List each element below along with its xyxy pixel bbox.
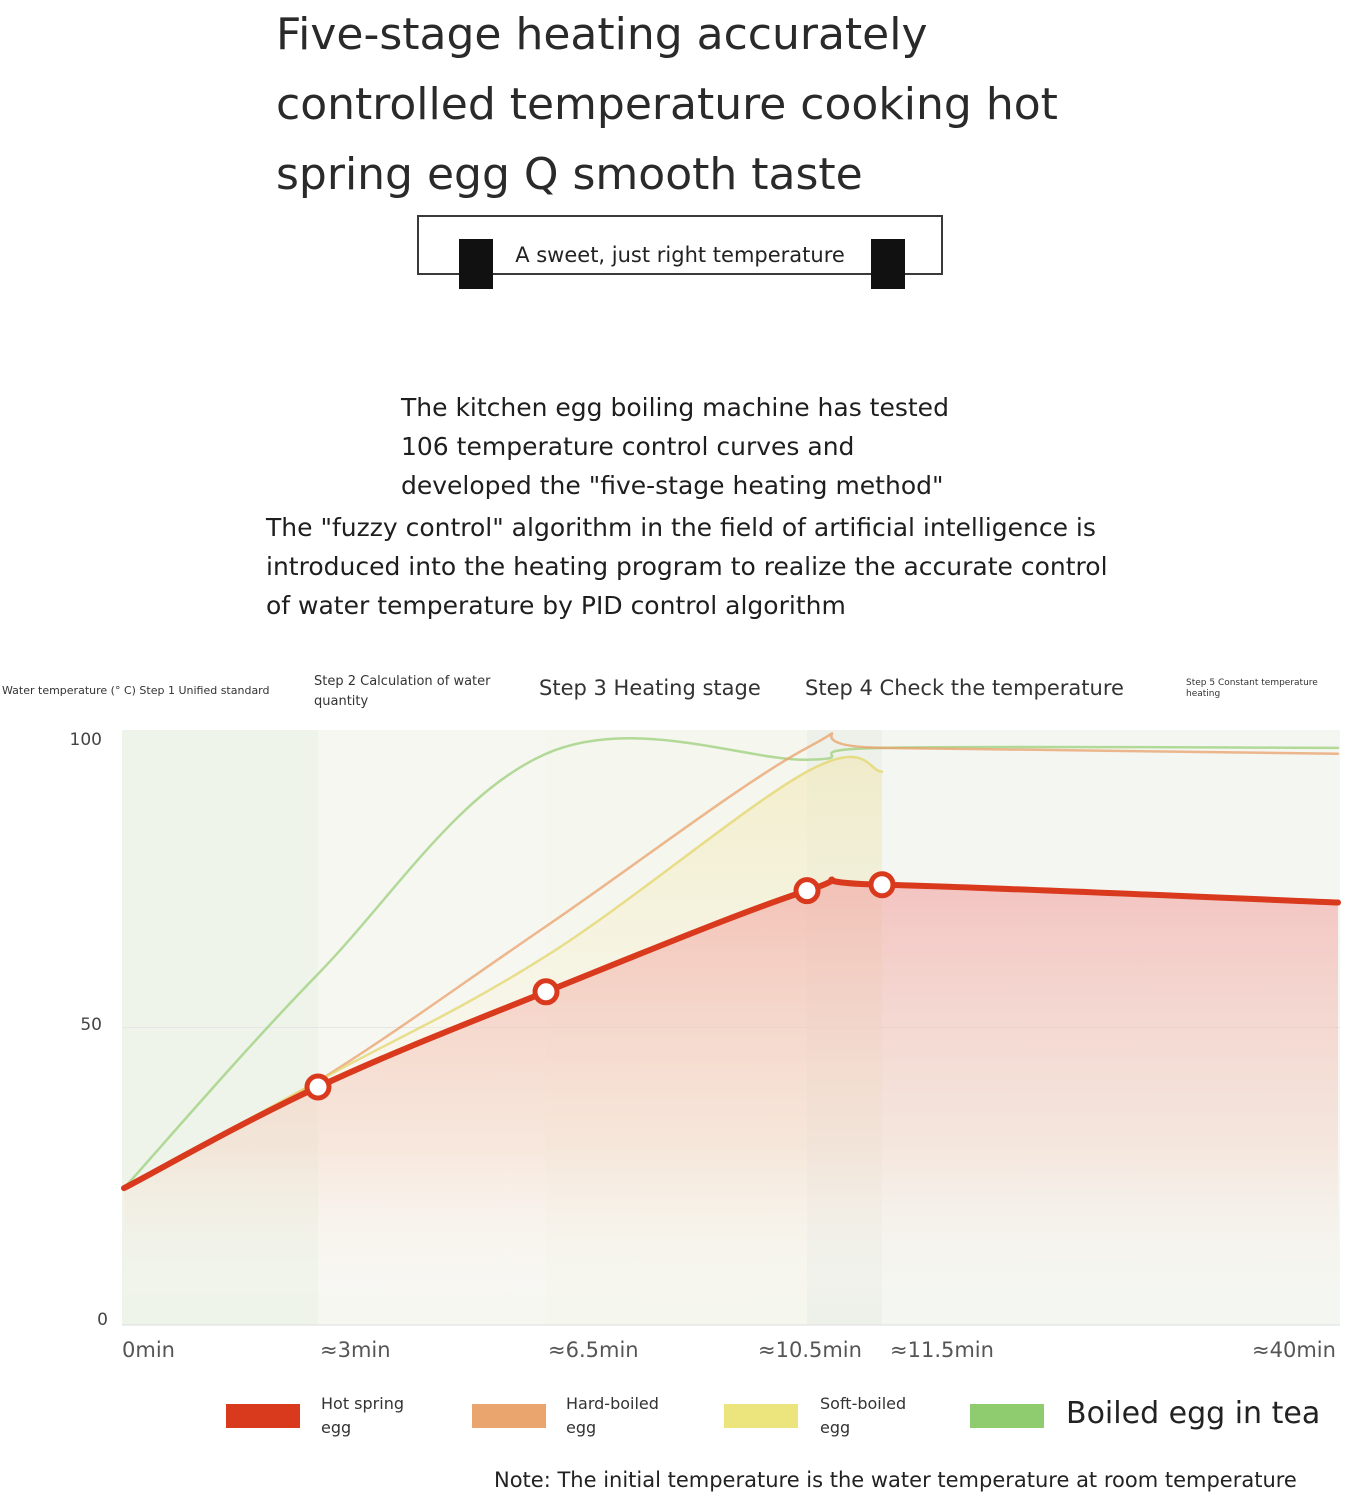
- legend-hard-boiled: [472, 1392, 672, 1438]
- title-line-2: controlled temperature cooking hot: [276, 79, 1058, 130]
- legend-tea-egg: [970, 1392, 1330, 1438]
- legend-label: Hard-boiled: [566, 1394, 659, 1413]
- step-3-label: Step 3 Heating stage: [539, 676, 761, 700]
- legend-swatch: [472, 1404, 546, 1428]
- data-point-marker: [307, 1076, 329, 1098]
- x-tick-3min: ≈3min: [320, 1338, 391, 1362]
- step-4-label: Step 4 Check the temperature: [805, 676, 1124, 700]
- step-1-label: Water temperature (° C) Step 1 Unified standard: [2, 684, 270, 697]
- data-point-marker: [535, 981, 557, 1003]
- legend-label: Hot spring: [321, 1394, 404, 1413]
- intro-line: developed the "five-stage heating method": [401, 471, 944, 500]
- legend-label: egg: [321, 1418, 352, 1437]
- x-tick-11-5min: ≈11.5min: [890, 1338, 994, 1362]
- intro-line: The kitchen egg boiling machine has tested: [401, 393, 949, 422]
- intro-line: The "fuzzy control" algorithm in the field of artificial intelligence is: [266, 513, 1096, 542]
- legend-label: egg: [566, 1418, 597, 1437]
- data-point-marker: [871, 874, 893, 896]
- x-tick-6-5min: ≈6.5min: [548, 1338, 639, 1362]
- legend-label: Boiled egg in tea: [1066, 1396, 1321, 1431]
- footnote: Note: The initial temperature is the water temperature at room temperature: [494, 1468, 1297, 1492]
- legend-label: egg: [820, 1418, 851, 1437]
- legend-hot-spring: [226, 1392, 426, 1438]
- step-5-label: Step 5 Constant temperature heating: [1186, 678, 1318, 699]
- legend-soft-boiled: [724, 1392, 924, 1438]
- subtitle: A sweet, just right temperature: [515, 243, 845, 267]
- intro-line: of water temperature by PID control algorithm: [266, 591, 846, 620]
- y-tick-50: 50: [80, 1015, 102, 1035]
- legend-swatch: [970, 1404, 1044, 1428]
- intro-line: introduced into the heating program to realize the accurate control: [266, 552, 1108, 581]
- step-2-label: Step 2 Calculation of water quantity: [314, 674, 491, 709]
- title-line-1: Five-stage heating accurately: [276, 9, 928, 60]
- x-tick-40min: ≈40min: [1252, 1338, 1336, 1362]
- x-tick-10-5min: ≈10.5min: [758, 1338, 862, 1362]
- legend-swatch: [226, 1404, 300, 1428]
- intro-line: 106 temperature control curves and: [401, 432, 855, 461]
- data-point-marker: [796, 880, 818, 902]
- title-line-3: spring egg Q smooth taste: [276, 149, 863, 200]
- x-tick-0min: 0min: [122, 1338, 175, 1362]
- y-tick-100: 100: [69, 730, 102, 750]
- legend-label: Soft-boiled: [820, 1394, 907, 1413]
- legend-swatch: [724, 1404, 798, 1428]
- y-tick-0: 0: [97, 1310, 108, 1330]
